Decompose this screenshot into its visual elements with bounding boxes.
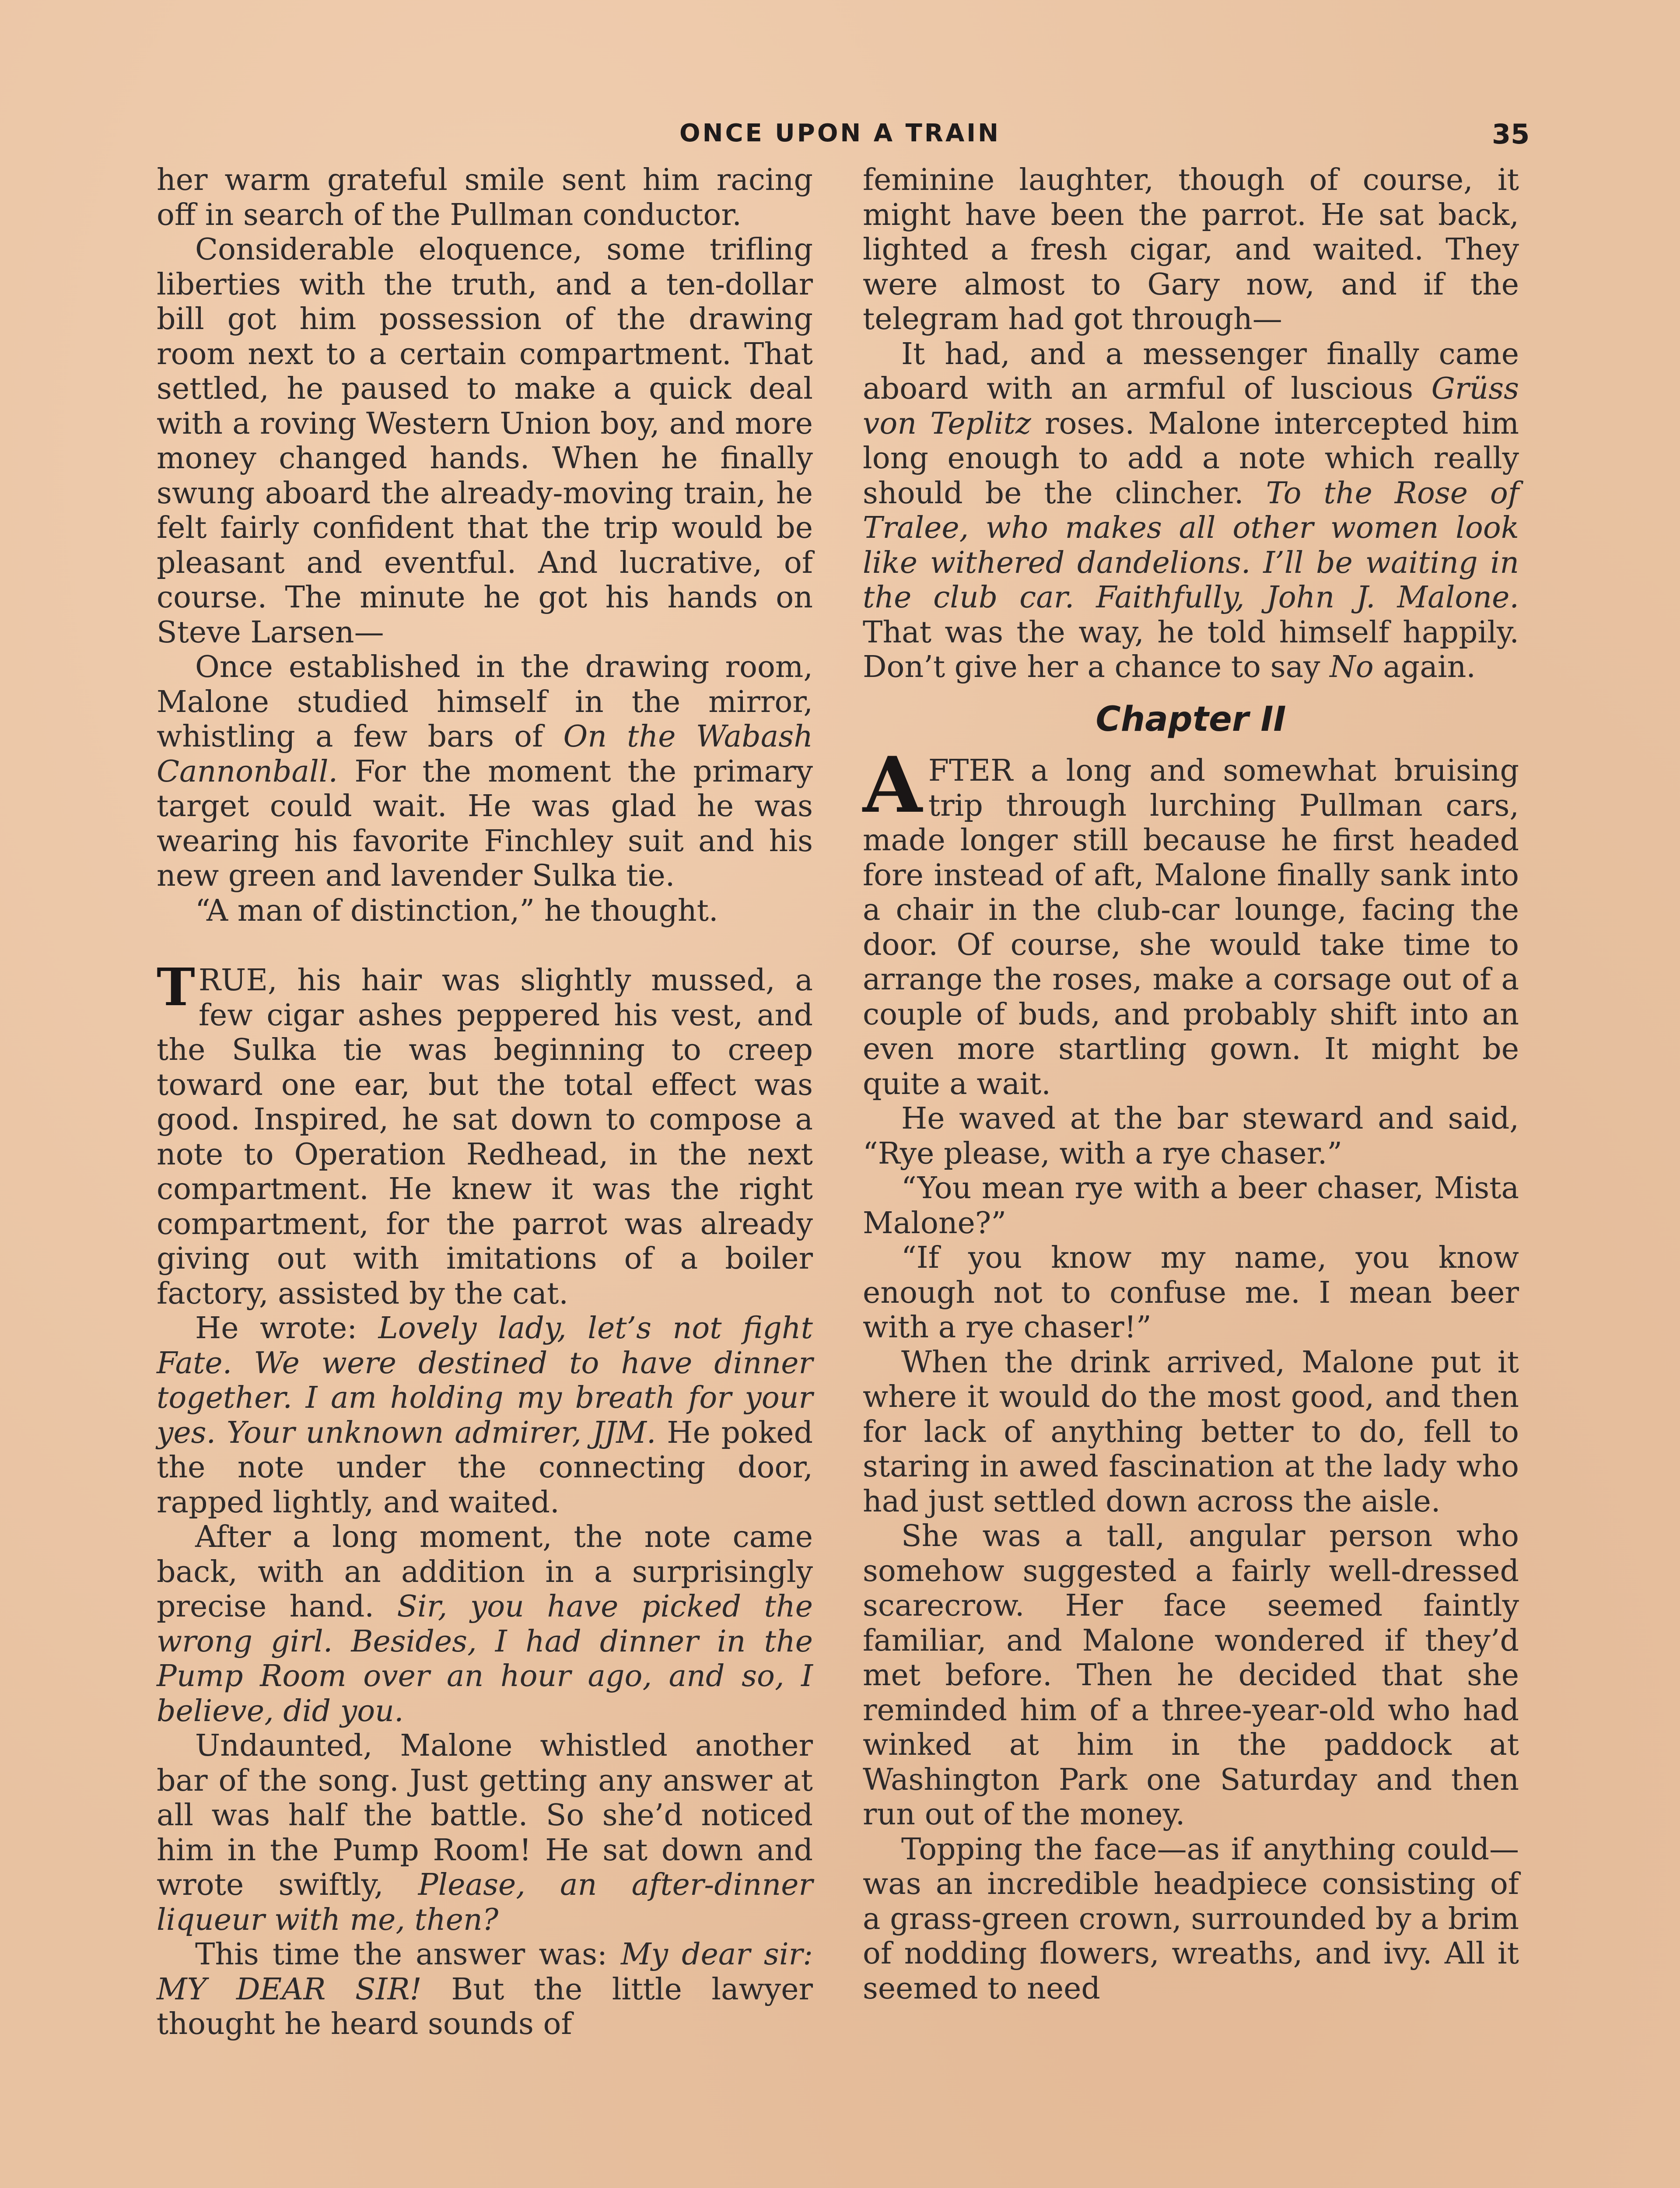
text-run: He poked the note under the connecting door, rapped lightly, and waited. — [157, 1415, 813, 1520]
chapter-heading: Chapter II — [1096, 699, 1286, 739]
text-run: That was the way, he told himself happily. Don’t give her a chance to say — [863, 615, 1519, 684]
italic-text: My dear sir: MY DEAR SIR! — [157, 1937, 813, 2007]
paragraph: “You mean rye with a beer chaser, Mista Malone?” — [863, 1171, 1519, 1241]
drop-cap: T — [157, 957, 195, 1017]
paragraph: her warm grateful smile sent him racing off in search of the Pullman conductor. — [157, 163, 813, 232]
paragraph: Topping the face—as if anything could—was an incredible headpiece consisting of a grass-green crown, surrounded by a brim of nodding flowers, wreaths, and ivy. All it seemed to need — [863, 1832, 1519, 2006]
text-run: After a long moment, the note came back, with an addition in a surprisingly precise hand. — [157, 1520, 813, 1624]
paragraph: “A man of distinction,” he thought. — [195, 893, 718, 928]
paragraph: “If you know my name, you know enough not to confuse me. I mean beer with a rye chaser!” — [863, 1241, 1519, 1345]
paragraph: When the drink arrived, Malone put it where it would do the most good, and then for lack of anything better to do, fell to staring in awed fascination at the lady who had just settled down across the aisle. — [863, 1345, 1519, 1519]
paragraph — [157, 1729, 813, 1937]
paragraph: feminine laughter, though of course, it might have been the parrot. He sat back, lighted a fresh cigar, and waited. They were almost to Gary now, and if the telegram had got through— — [863, 163, 1519, 337]
text-run: RUE, his hair was slightly mussed, a few cigar ashes peppered his vest, and the Sulka tie was beginning to creep toward one ear, but the total effect was good. Inspired, he sat down to compose a note to Operation Redhead, in the next compartment. He knew it was the right compartment, for the parrot was already giving out with imitations of a boiler factory, assisted by the cat. — [157, 963, 813, 1311]
text-run: It had, and a messenger finally came aboard with an armful of luscious — [863, 337, 1519, 406]
running-header-title: ONCE UPON A TRAIN — [679, 119, 1001, 147]
paragraph: Considerable eloquence, some trifling liberties with the truth, and a ten-dollar bill got him possession of the drawing room next to a certain compartment. That settled, he paused to make a quick deal with a roving Western Union boy, and more money changed hands. When he finally swung aboard the already-moving train, he felt fairly confident that the trip would be pleasant and eventful. And lucrative, of course. The minute he got his hands on Steve Larsen— — [157, 232, 813, 650]
text-run: FTER a long and somewhat bruising trip through lurching Pullman cars, made longer still because he first headed fore instead of aft, Malone finally sank into a chair in the club-car lounge, facing the door. Of course, she would take time to arrange the roses, make a corsage out of a couple of buds, and probably shift into an even more startling gown. It might be quite a wait. — [863, 754, 1519, 1101]
text-run: For the moment the primary target could wait. He was glad he was wearing his favorite Finchley suit and his new green and lavender Sulka tie. — [157, 754, 813, 893]
page-number: 35 — [1492, 118, 1530, 150]
paragraph: He waved at the bar steward and said, “Rye please, with a rye chaser.” — [863, 1101, 1519, 1171]
text-run: But the little lawyer thought he heard sounds of — [157, 1972, 813, 2041]
italic-text: Grüss von Teplitz — [863, 372, 1519, 441]
text-run: Once established in the drawing room, Malone studied himself in the mirror, whistling a few bars of — [157, 650, 813, 754]
drop-cap: A — [863, 740, 922, 830]
paragraph — [157, 1311, 813, 1520]
italic-text: Please, an after-dinner liqueur with me, then? — [157, 1868, 813, 1937]
paragraph — [863, 740, 1519, 1101]
text-run: Undaunted, Malone whistled another bar of the song. Just getting any answer at all was half the battle. So she’d noticed him in the Pump Room! He sat down and wrote swiftly, — [157, 1729, 813, 1902]
paragraph — [157, 1520, 813, 1729]
italic-text: Sir, you have picked the wrong girl. Besides, I had dinner in the Pump Room over an hour ago, and so, I believe, did you. — [157, 1589, 813, 1729]
italic-text: On the Wabash Cannonball. — [157, 719, 813, 789]
paragraph — [863, 337, 1519, 685]
paragraph — [157, 957, 813, 1311]
text-run: again. — [1373, 650, 1476, 684]
text-run: roses. Malone intercepted him long enough to add a note which really should be the clincher. — [863, 406, 1519, 511]
text-run: This time the answer was: — [195, 1937, 621, 1972]
italic-text: No — [1330, 650, 1374, 684]
text-run: He wrote: — [195, 1311, 378, 1346]
left-column — [157, 163, 813, 2042]
paragraph — [157, 650, 813, 894]
italic-text: Lovely lady, let’s not fight Fate. We were destined to have dinner together. I am holding my breath for your yes. Your unknown admirer, JJM. — [157, 1311, 813, 1450]
paragraph — [157, 1937, 813, 2042]
italic-text: To the Rose of Tralee, who makes all other women look like withered dandelions. I’ll be waiting in the club car. Faithfully, John J. Malone. — [863, 476, 1519, 615]
paragraph: She was a tall, angular person who somehow suggested a fairly well-dressed scarecrow. Her face seemed faintly familiar, and Malone wondered if they’d met before. Then he decided that she reminded him of a three-year-old who had winked at him in the paddock at Washington Park one Saturday and then run out of the money. — [863, 1519, 1519, 1832]
right-column — [863, 163, 1519, 2006]
